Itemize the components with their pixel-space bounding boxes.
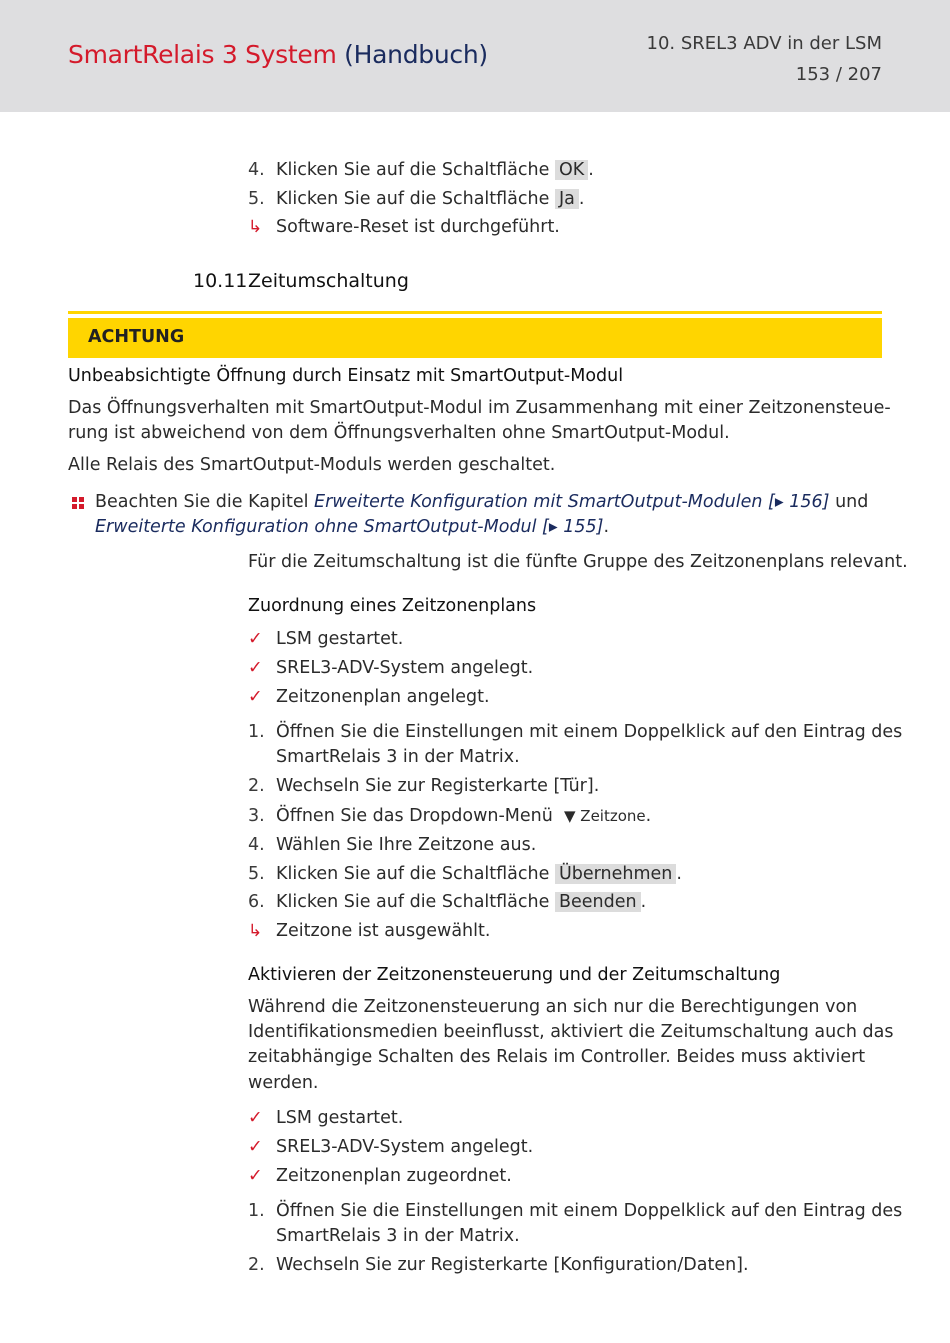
warning-note: Beachten Sie die Kapitel Erweiterte Konfiguration mit SmartOutput-Modulen [▸ 156] und — [95, 492, 869, 512]
apply-button-ref: Übernehmen — [555, 864, 676, 884]
body-text: zeitabhängige Schalten des Relais im Controller. Beides muss aktiviert — [248, 1047, 866, 1067]
section-title: Zeitumschaltung — [248, 270, 409, 292]
result-arrow-icon: ↳ — [248, 921, 263, 941]
chapter-link[interactable]: Erweiterte Konfiguration mit SmartOutput-Modulen [▸ 156] — [314, 492, 830, 512]
chapter-title: 10. SREL3 ADV in der LSM — [646, 33, 882, 54]
warning-title: Unbeabsichtigte Öffnung durch Einsatz mit SmartOutput-Modul — [68, 366, 624, 386]
page-header — [0, 0, 950, 112]
check-icon: ✓ — [248, 629, 263, 649]
section-number: 10.11 — [193, 270, 248, 292]
link-arrow-icon: ▸ — [774, 492, 784, 512]
header-meta — [647, 28, 883, 90]
info-bullet-icon — [72, 497, 84, 509]
warning-note: Erweiterte Konfiguration ohne SmartOutput-Modul [▸ 155]. — [95, 517, 610, 537]
dropdown-menu-ref: ▼ Zeitzone — [563, 807, 646, 825]
body-text: Identifikationsmedien beeinflusst, aktiviert die Zeitumschaltung auch das — [248, 1022, 894, 1042]
page-number: 153 / 207 — [795, 64, 882, 85]
warning-rule — [68, 311, 882, 314]
subheading: Zuordnung eines Zeitzonenplans — [248, 596, 537, 616]
chapter-link[interactable]: Erweiterte Konfiguration ohne SmartOutput-Modul [▸ 155] — [95, 517, 604, 537]
check-icon: ✓ — [248, 1137, 263, 1157]
link-arrow-icon: ▸ — [548, 517, 558, 537]
brand-main: SmartRelais 3 System — [68, 40, 337, 69]
brand-sub: (Handbuch) — [344, 40, 488, 69]
check-icon: ✓ — [248, 687, 263, 707]
warning-text: rung ist abweichend von dem Öffnungsverhalten ohne SmartOutput-Modul. — [68, 423, 730, 443]
warning-text: Das Öffnungsverhalten mit SmartOutput-Modul im Zusammenhang mit einer Zeitzonensteue- — [68, 398, 891, 418]
intro-text: Für die Zeitumschaltung ist die fünfte Gruppe des Zeitzonenplans relevant. — [248, 552, 908, 572]
brand-title — [68, 40, 488, 69]
check-icon: ✓ — [248, 1108, 263, 1128]
warning-label: ACHTUNG — [88, 327, 185, 347]
body-text: werden. — [248, 1073, 319, 1093]
check-icon: ✓ — [248, 1166, 263, 1186]
warning-text: Alle Relais des SmartOutput-Moduls werden geschaltet. — [68, 455, 556, 475]
finish-button-ref: Beenden — [555, 892, 641, 912]
warning-banner — [68, 318, 882, 358]
result-arrow-icon: ↳ — [248, 217, 263, 237]
check-icon: ✓ — [248, 658, 263, 678]
ja-button-ref: Ja — [555, 189, 579, 209]
ok-button-ref: OK — [555, 160, 588, 180]
subheading: Aktivieren der Zeitzonensteuerung und der Zeitumschaltung — [248, 965, 781, 985]
body-text: Während die Zeitzonensteuerung an sich nur die Berechtigungen von — [248, 997, 858, 1017]
